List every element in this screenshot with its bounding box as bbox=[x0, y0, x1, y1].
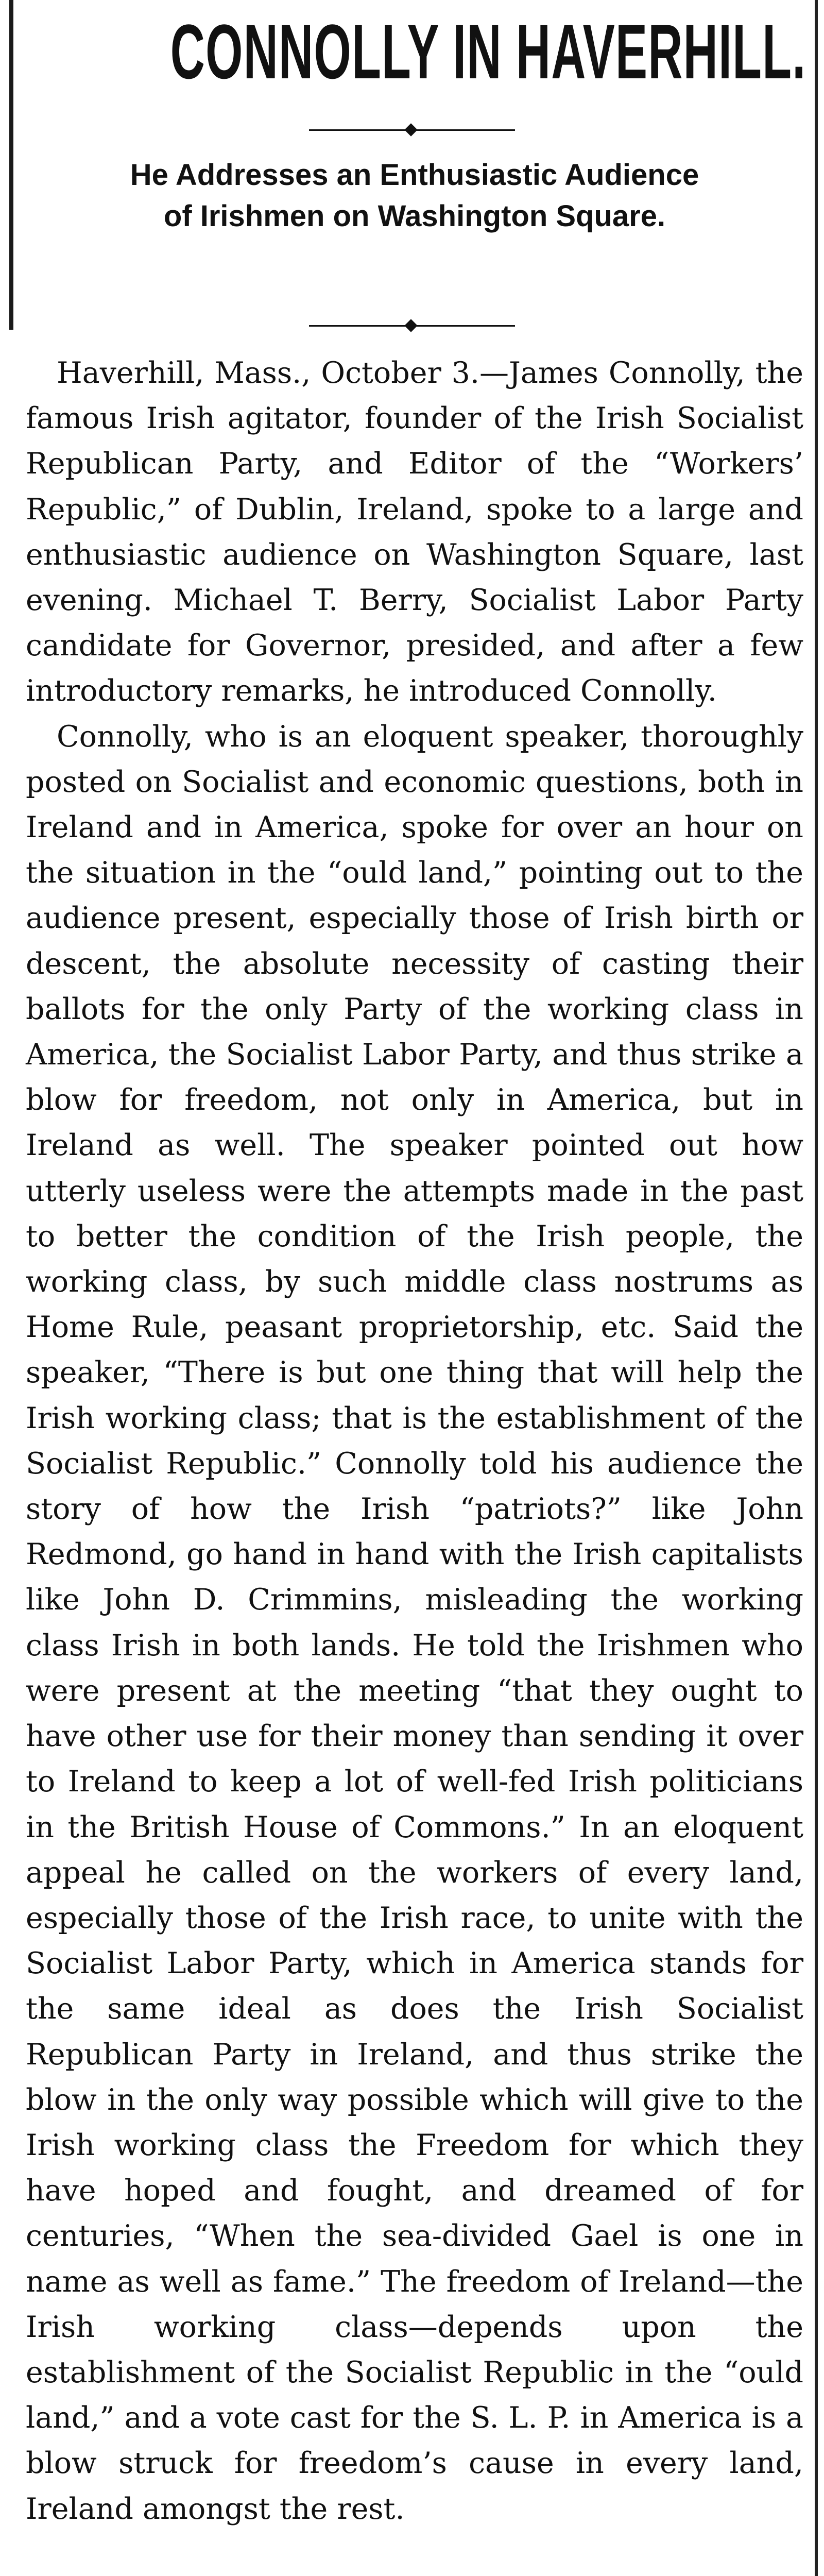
paragraph-speech: Connolly, who is an eloquent speaker, thoroughly posted on Socialist and economic questions, both in Ireland and in America, spoke for over an hour on the situation in the “ould land,” pointing out to the audience present, especially those of Irish birth or descent, the absolute necessity of casting their ballots for the only Party of the working class in America, the Socialist Labor Party, and thus strike a blow for freedom, not only in America, but in Ireland as well. The speaker pointed out how utterly useless were the attempts made in the past to better the condition of the Irish people, the working class, by such middle class nostrums as Home Rule, peasant proprietorship, etc. Said the speaker, “There is but one thing that will help the Irish working class; that is the establishment of the Socialist Republic.” Connolly told his audience the story of how the Irish “patriots?” like John Redmond, go hand in hand with the Irish capitalists like John D. Crimmins, misleading the working class Irish in both lands. He told the Irishmen who were present at the meeting “that they ought to have other use for their money than sending it over to Ireland to keep a lot of well-fed Irish politicians in the British House of Commons.” In an eloquent appeal he called on the workers of every land, especially those of the Irish race, to unite with the Socialist Labor Party, which in America stands for the same ideal as does the Irish Socialist Republican Party in Ireland, and thus strike the blow in the only way possible which will give to the Irish working class the Freedom for which they have hoped and fought, and dreamed of for centuries, “When the sea-divided Gael is one in name as well as fame.” The freedom of Ireland—the Irish working class—depends upon the establishment of the Socialist Republic in the “ould land,” and a vote cast for the S. L. P. in America is a blow struck for freedom’s cause in every land, Ireland amongst the rest. bbox=[26, 719, 803, 2526]
left-column-rule bbox=[9, 0, 13, 330]
right-column-rule bbox=[815, 0, 818, 2576]
subheadline-line-2: of Irishmen on Washington Square. bbox=[163, 199, 666, 233]
article-headline: CONNOLLY IN HAVERHILL. bbox=[170, 8, 806, 95]
subheadline-line-1: He Addresses an Enthusiastic Audience bbox=[130, 158, 699, 192]
article-body bbox=[26, 350, 803, 2532]
bottom-divider bbox=[309, 319, 515, 332]
diamond-ornament-icon bbox=[404, 319, 417, 332]
diamond-ornament-icon bbox=[404, 123, 417, 136]
top-divider bbox=[309, 124, 515, 136]
article-subheadline bbox=[31, 155, 798, 237]
paragraph-intro: Haverhill, Mass., October 3.—James Connolly, the famous Irish agitator, founder of the Irish Socialist Republican Party, and Editor of the “Workers’ Republic,” of Dublin, Ireland, spoke to a large and enthusiastic audience on Washington Square, last evening. Michael T. Berry, Socialist Labor Party candidate for Governor, presided, and after a few introductory remarks, he introduced Connolly. bbox=[26, 356, 803, 708]
